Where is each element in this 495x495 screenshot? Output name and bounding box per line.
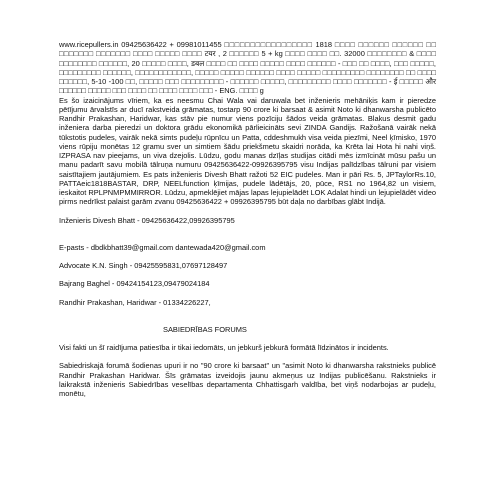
contact-publisher: Randhir Prakashan, Haridwar - 01334226227, <box>59 297 211 307</box>
contact-bajrang: Bajrang Baghel - 09424154123,09479024184 <box>59 279 210 289</box>
spacer <box>59 289 436 298</box>
latvian-paragraph: Es šo izaicinājums vīriem, ka es neesmu Chai Wala vai daruwala bet inženieris mehāniķis kam ir pieredze pētījumu ārvalstīs ar ducī rakstveida grāmatas, tostarp 90 crore ki barsaat & asimit Noto ki dhanwarsha publicēto Randhir Prakashan, Haridwar, kas stāv pie numur viens pozīciju šādos veida grāmatas. Blakus desmit gadu inženiera darba pieredzi un doktora grādu ekonomikā pārlieicināts sevi ZINDA Gandijs. Ražošanā vairāk nekā tūkstotis pudeles, vairāk nekā simts pudeļu rūpnīcu un Patta, cddeshmukh visa veida piezīmi, Neel ķīmisko, 1970 viens rūpiju monētas 12 gramu sver un simtiem šādu priekšmetu skaidri norāda, ka Krēta lai Hota hi nahi viņš. IZPRASA nav pieejams, un viva dzejolis. Lūdzu, godu manas dzīļas studijas citādi mēs izmīcināt mūsu pašu un manu padarīt savu mobilā tālruņa numuru 09425636422-09926395795 visu Indijas palīdzības tālruni par visiem saistītajiem jautājumiem. Es pats inženieris Divesh Bhatt ražoti 52 EIC pudeles. Man ir pāri Rs. 5, JPTaylorRs.10, PATTAeic1818BASTAR, DRP, NEELfunction ķīmijas, pudele lādētājs, 20, pūce, RS1 no 1964,82 un visiem, ieskaitot RPLPNMPMMIRROR. Lūdzu, apmeklējiet mājas lapas lejupielādēt LOK Adalat hindi un lejupielādēt video pirms nedrīkst palaist garām zvanu 09425636422 + 09926395795 būt daļa no darbības glābt Indijā. <box>59 95 436 207</box>
forums-heading: SABIEDRĪBAS FORUMS <box>163 324 247 334</box>
forums-paragraph-1: Visi fakti un šī raidījuma patiesība ir tikai iedomāts, un jebkurš jebkurā formātā līdzinātos ir incidents. <box>59 343 389 352</box>
spacer <box>59 307 436 325</box>
contact-advocate: Advocate K.N. Singh - 09425595831,07697128497 <box>59 261 228 270</box>
contact-engineer: Inženieris Divesh Bhatt - 09425636422,09926395795 <box>59 215 235 225</box>
contact-email: E-pasts - dbdkbhatt39@gmail.com dantewada420@gmail.com <box>59 242 266 252</box>
spacer <box>59 270 436 279</box>
forums-paragraph-2: Sabiedriskajā forumā šodienas upuri ir no "90 crore ki barsaat" un "asimit Noto ki dhanwarsha rakstnieks publicē Randhir Prakashan Haridwar. Šīs grāmatas izveidojis jaunu akmeņus uz Indijas publicēšanu. Rakstnieks ir laikrakstā inženieris Sabiedrības veselības departamenta Chhattisgarh valdība, bet viņš nodarbojas ar pudeļu, monētu, <box>59 361 436 398</box>
spacer <box>59 334 436 343</box>
spacer <box>59 225 436 243</box>
spacer <box>59 252 436 261</box>
spacer <box>59 207 436 216</box>
spacer <box>59 352 436 361</box>
intro-block: www.ricepullers.in 09425636422 + 09981011455 □□□□□□□□□□□□□□□□□ 1818 □□□□ □□□□□□ □□□□□□ □□ □□□□□□□ □□□□□□□ □□□□ □□□□□ □□□□ टयर , 2 □□□□□□ 5 + kg □□□□ □□□□ □□. 32000 □□□□□□□□ & □□□□ □□□□□□□□ □□□□□□, 20 □□□□□ □□□□, डबल □□□□ □□ □□□□ □□□□□ □□□□ □□□□□□ - □□□ □□ □□□□, □□□ □□□□□, □□□□□□□□□ □□□□□□, □□□□□□□□□□□□, □□□□□ □□□□□ □□□□□□ □□□□ □□□□□ □□□□□□□□□ □□□□□□□□ □□ □□□□ □□□□□□, 5-10 -100 □□, □□□□□ □□□ □□□□□□□□□ - □□□□□□ □□□□□, □□□□□□□□□ □□□□ □□□□□□□ - ई □□□□□ और □□□□□□ □□□□□ □□□ □□□□ □□ □□□□ □□□□ □□□ - ENG. □□□□ g <box>59 40 436 96</box>
